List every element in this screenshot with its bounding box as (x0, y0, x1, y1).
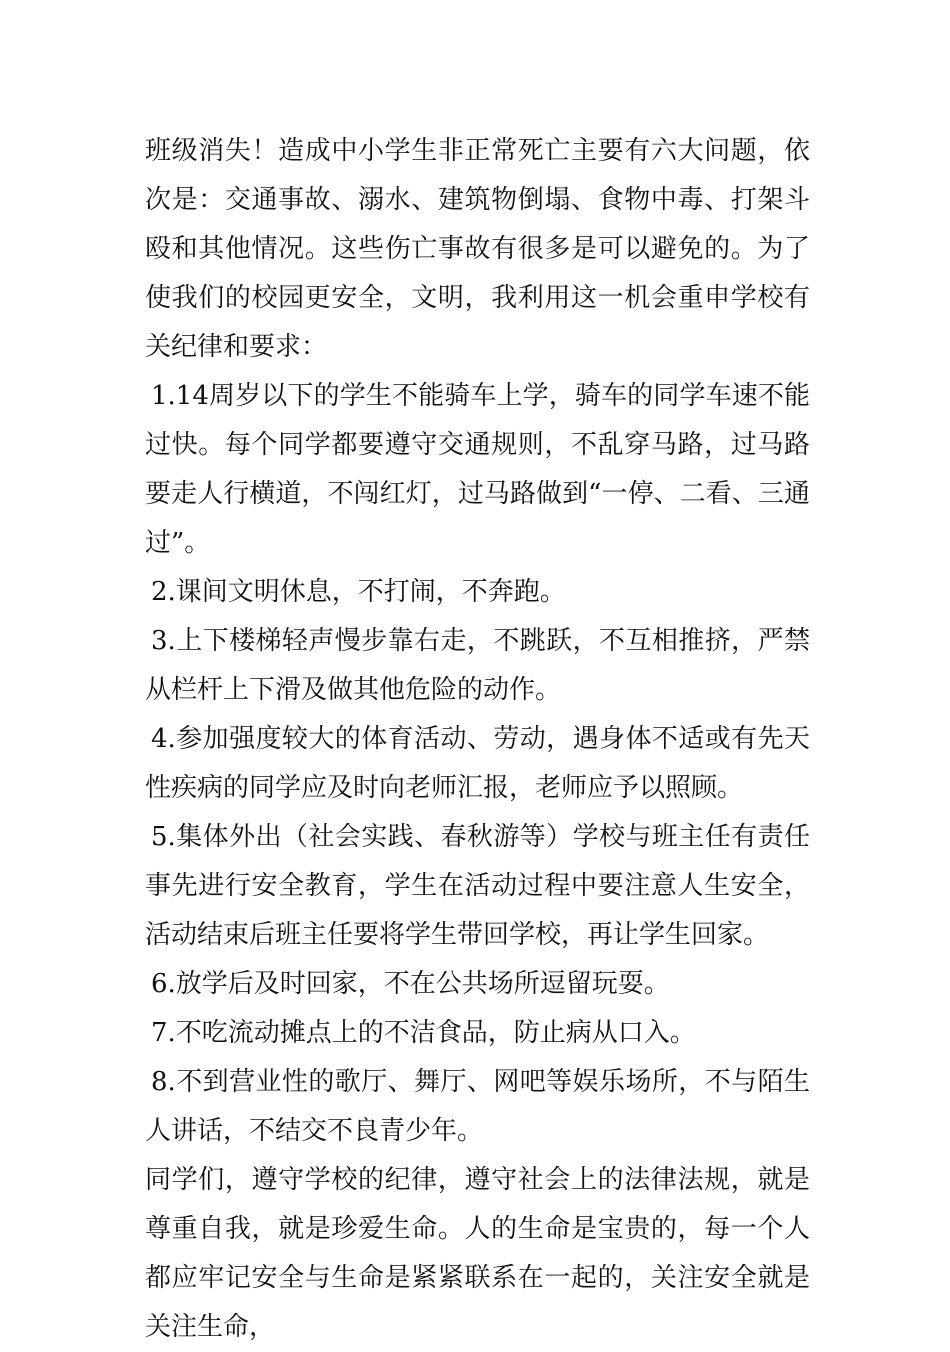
rule-item-4: 4.参加强度较大的体育活动、劳动，遇身体不适或有先天性疾病的同学应及时向老师汇报，老师应予以照顾。 (145, 724, 810, 803)
rule-item-2: 2.课间文明休息，不打闹，不奔跑。 (151, 577, 566, 607)
closing-paragraph: 同学们，遵守学校的纪律，遵守社会上的法律法规，就是尊重自我，就是珍爱生命。人的生命是宝贵的，每一个人都应牢记安全与生命是紧紧联系在一起的，关注安全就是关注生命， (145, 1165, 810, 1342)
rule-item-1: 1.14周岁以下的学生不能骑车上学，骑车的同学车速不能过快。每个同学都要遵守交通规则，不乱穿马路，过马路要走人行横道，不闯红灯，过马路做到“一停、二看、三通过”。 (145, 381, 810, 558)
rule-item-8: 8.不到营业性的歌厅、舞厅、网吧等娱乐场所，不与陌生人讲话，不结交不良青少年。 (145, 1067, 810, 1146)
rule-item-3: 3.上下楼梯轻声慢步靠右走，不跳跃，不互相推挤，严禁从栏杆上下滑及做其他危险的动作。 (145, 626, 810, 705)
intro-paragraph: 班级消失！造成中小学生非正常死亡主要有六大问题，依次是：交通事故、溺水、建筑物倒塌、食物中毒、打架斗殴和其他情况。这些伤亡事故有很多是可以避免的。为了使我们的校园更安全，文明，我利用这一机会重申学校有关纪律和要求： (145, 136, 810, 362)
document-body (145, 127, 810, 1352)
rule-item-7: 7.不吃流动摊点上的不洁食品，防止病从口入。 (151, 1018, 696, 1048)
rule-item-6: 6.放学后及时回家，不在公共场所逗留玩耍。 (151, 969, 670, 999)
rule-item-5: 5.集体外出（社会实践、春秋游等）学校与班主任有责任事先进行安全教育，学生在活动过程中要注意人生安全，活动结束后班主任要将学生带回学校，再让学生回家。 (145, 822, 810, 950)
